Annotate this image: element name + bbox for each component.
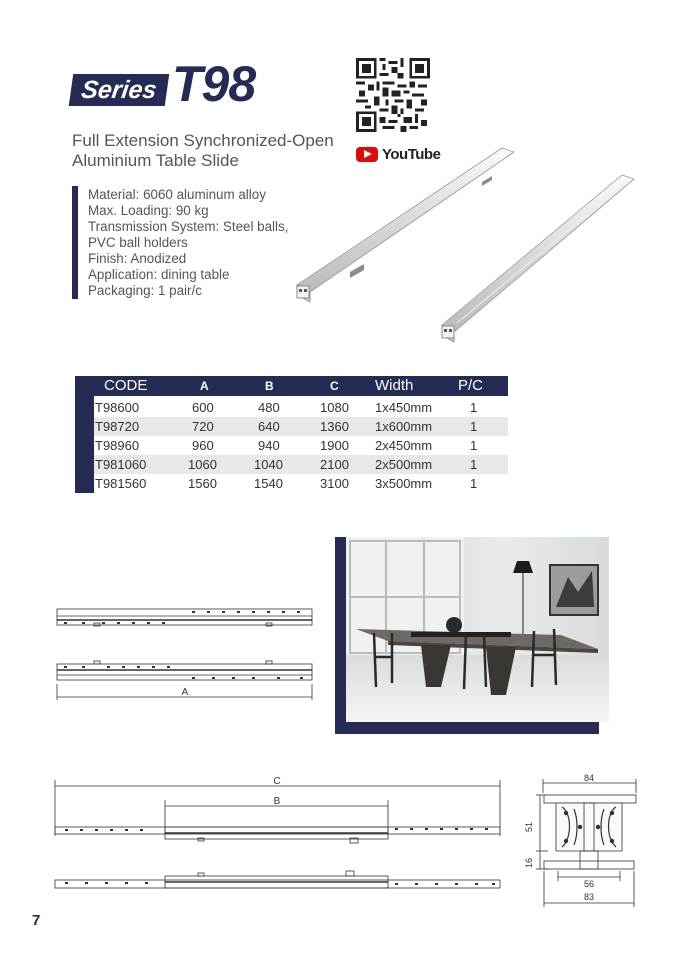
header-a: A [200,379,209,393]
dim-label-top: 84 [583,773,595,783]
cell-code: T98960 [95,438,140,453]
table-row [94,436,508,455]
cell-code: T98720 [95,419,140,434]
cell-a: 1060 [188,457,217,472]
header-c: C [330,379,339,393]
table-row [94,398,508,417]
qr-code-icon[interactable] [356,58,430,132]
header-pc: P/C [458,377,484,394]
model-title: T98 [172,56,256,112]
youtube-label: YouTube [382,145,441,163]
header-code: CODE [104,377,148,394]
table-header [94,376,508,396]
spec-accent-bar [72,186,78,299]
dim-label-c: C [273,776,281,787]
cell-pc: 1 [470,400,478,415]
series-badge [69,74,169,106]
cell-width: 2x500mm [375,457,433,472]
cell-b: 1040 [254,457,283,472]
cell-width: 2x450mm [375,438,433,453]
product-image [292,140,642,350]
spec-item: Finish: Anodized [88,251,187,266]
cell-code: T98600 [95,400,140,415]
dim-label-b: B [273,796,281,807]
page-number: 7 [32,912,41,929]
spec-list [88,187,288,299]
cell-c: 2100 [320,457,349,472]
spec-item: Transmission System: Steel balls, [88,219,289,234]
dim-label-a: A [181,687,189,698]
header-width: Width [375,377,414,394]
table-side-label: T98 Specification [12,385,25,475]
closed-slide-drawing [52,604,317,710]
cell-b: 480 [258,400,280,415]
cell-pc: 1 [470,457,478,472]
table-row [94,455,508,474]
cell-code: T981560 [95,476,147,491]
cell-code: T981060 [95,457,147,472]
series-label: Series [79,76,159,104]
cell-c: 1900 [320,438,349,453]
dim-label-inner: 56 [583,879,595,889]
dim-label-bottom: 83 [583,892,595,902]
cell-width: 1x450mm [375,400,433,415]
cell-a: 720 [192,419,214,434]
cell-a: 600 [192,400,214,415]
cell-a: 1560 [188,476,217,491]
cell-b: 1540 [254,476,283,491]
cell-b: 940 [258,438,280,453]
table-side-band [75,376,94,493]
spec-item: Max. Loading: 90 kg [88,203,209,218]
spec-item: Packaging: 1 pair/c [88,283,202,298]
dining-room-photo [346,537,609,722]
cell-width: 3x500mm [375,476,433,491]
table-row [94,474,508,493]
cell-pc: 1 [470,419,478,434]
cell-c: 1360 [320,419,349,434]
cell-pc: 1 [470,438,478,453]
cell-c: 3100 [320,476,349,491]
subtitle-line-1: Full Extension Synchronized-Open [72,131,334,150]
subtitle-line-2: Aluminium Table Slide [72,151,239,170]
open-slide-drawing [50,772,505,898]
spec-item: Material: 6060 aluminum alloy [88,187,266,202]
cell-width: 1x600mm [375,419,433,434]
profile-section-drawing [518,773,648,913]
cell-a: 960 [192,438,214,453]
cell-pc: 1 [470,476,478,491]
spec-item: PVC ball holders [88,235,188,250]
header-b: B [265,379,274,393]
cell-b: 640 [258,419,280,434]
spec-item: Application: dining table [88,267,230,282]
dim-label-upper: 51 [524,821,534,833]
dim-label-lower: 16 [524,857,534,869]
table-row [94,417,508,436]
cell-c: 1080 [320,400,349,415]
